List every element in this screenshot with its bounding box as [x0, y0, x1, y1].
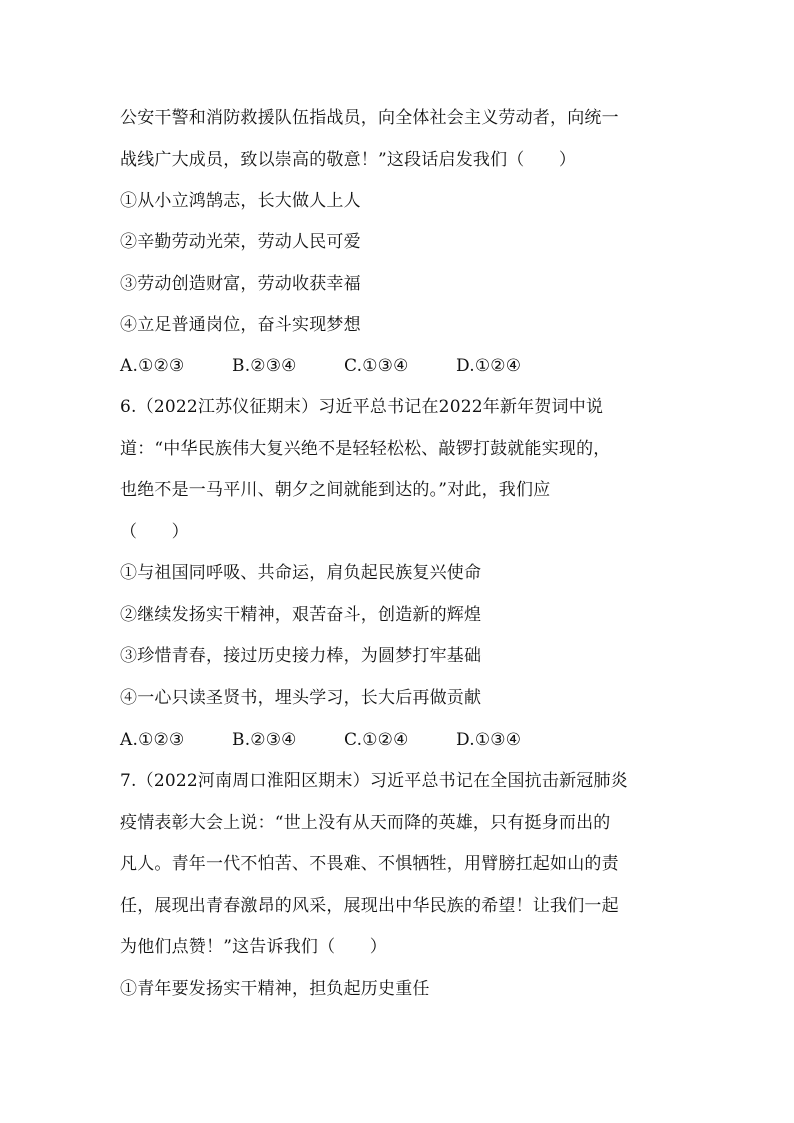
- q6-statement-4: ④一心只读圣贤书，埋头学习，长大后再做贡献: [120, 688, 482, 708]
- q7-stem-line-3: 凡人。青年一代不怕苦、不畏难、不惧牺牲，用臂膀扛起如山的责: [120, 854, 619, 874]
- q6-statement-1: ①与祖国同呼吸、共命运，肩负起民族复兴使命: [120, 563, 482, 583]
- q6-statement-2: ②继续发扬实干精神，艰苦奋斗，创造新的辉煌: [120, 605, 482, 625]
- q5-options: [120, 354, 680, 378]
- q6-stem-line-1: 6.（2022江苏仪征期末）习近平总书记在2022年新年贺词中说: [120, 397, 604, 417]
- q7-statement-1: ①青年要发扬实干精神，担负起历史重任: [120, 979, 430, 999]
- q6-statement-3: ③珍惜青春，接过历史接力棒，为圆梦打牢基础: [120, 646, 482, 666]
- q6-answer-blank: （ ）: [120, 522, 189, 542]
- q6-stem-line-3: 也绝不是一马平川、朝夕之间就能到达的。”对此，我们应: [120, 480, 551, 500]
- text-line: 公安干警和消防救援队伍指战员，向全体社会主义劳动者，向统一: [120, 108, 619, 128]
- q5-statement-3: ③劳动创造财富，劳动收获幸福: [120, 274, 361, 294]
- q7-stem-line-2: 疫情表彰大会上说：“世上没有从天而降的英雄，只有挺身而出的: [120, 813, 611, 833]
- q5-statement-4: ④立足普通岗位，奋斗实现梦想: [120, 315, 361, 335]
- q6-options: [120, 728, 680, 752]
- option-d: D.①②④: [456, 356, 522, 376]
- option-c: C.①②④: [344, 730, 409, 750]
- option-d: D.①③④: [456, 730, 522, 750]
- q7-stem-line-5: 为他们点赞！”这告诉我们（ ）: [120, 937, 387, 957]
- option-a: A.①②③: [120, 356, 185, 376]
- option-c: C.①③④: [344, 356, 409, 376]
- option-b: B.②③④: [232, 356, 297, 376]
- option-a: A.①②③: [120, 730, 185, 750]
- text-line: 战线广大成员，致以崇高的敬意！”这段话启发我们（ ）: [120, 150, 577, 170]
- option-b: B.②③④: [232, 730, 297, 750]
- q7-stem-line-4: 任，展现出青春激昂的风采，展现出中华民族的希望！让我们一起: [120, 896, 619, 916]
- q5-statement-2: ②辛勤劳动光荣，劳动人民可爱: [120, 232, 361, 252]
- q6-stem-line-2: 道：“中华民族伟大复兴绝不是轻轻松松、敲锣打鼓就能实现的，: [120, 439, 611, 459]
- q7-stem-line-1: 7.（2022河南周口淮阳区期末）习近平总书记在全国抗击新冠肺炎: [120, 771, 628, 791]
- q5-statement-1: ①从小立鸿鹄志，长大做人上人: [120, 191, 361, 211]
